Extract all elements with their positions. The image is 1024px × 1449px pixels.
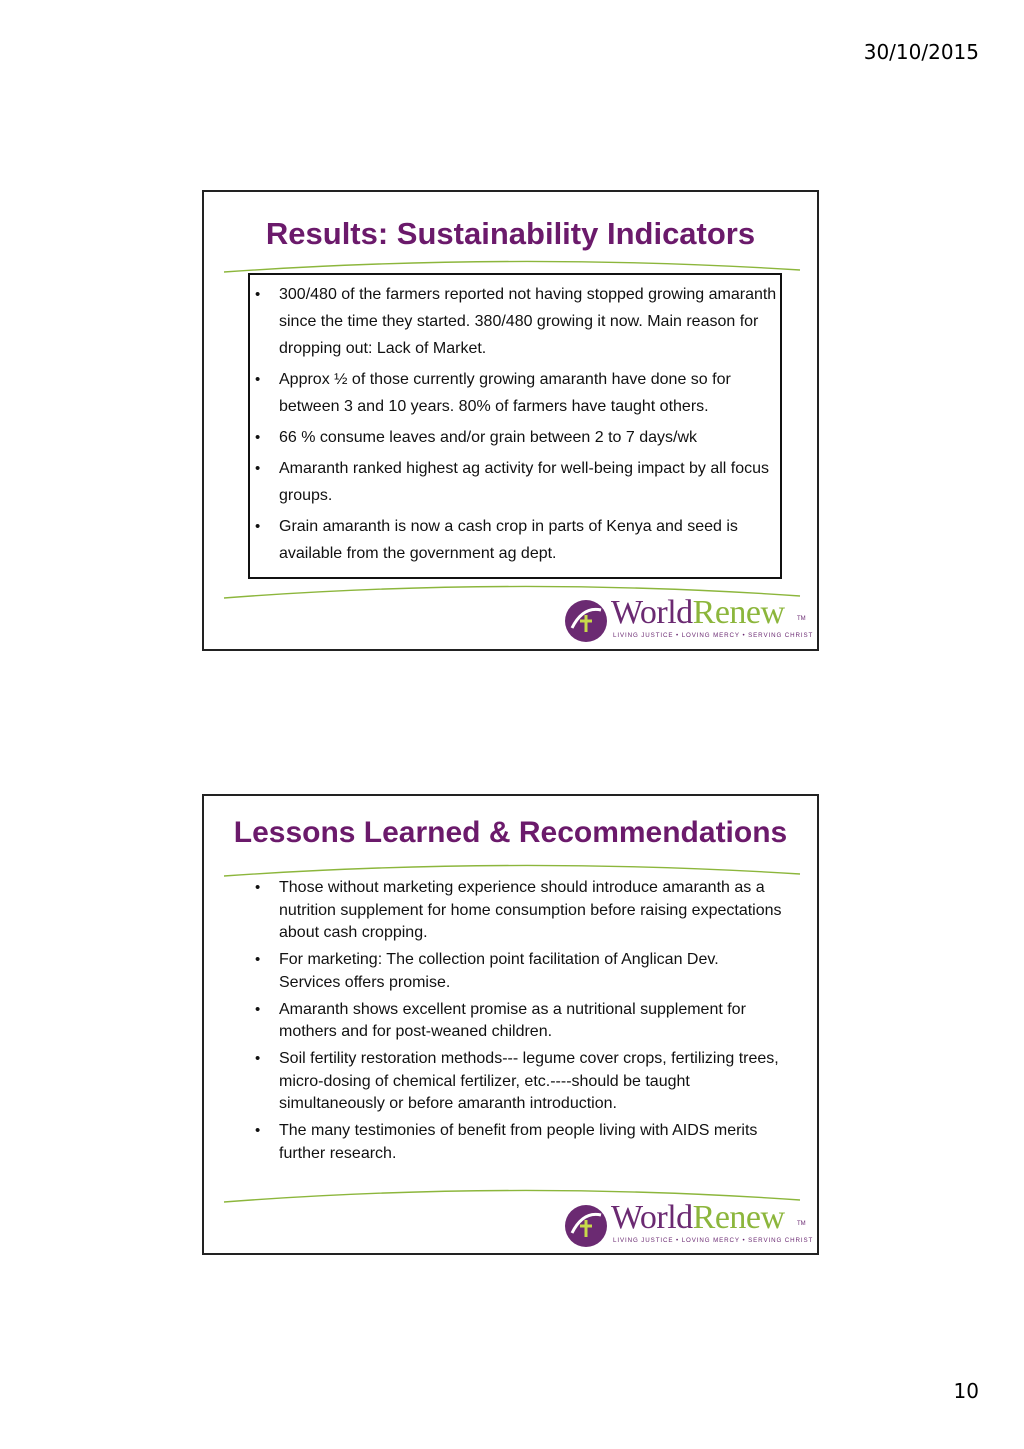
list-item: • Soil fertility restoration methods--- legume cover crops, fertilizing trees, micro-dosing of chemical fertilizer, etc.----should be taught simultaneously or before amaranth introduction. [255, 1050, 779, 1112]
list-item: • Amaranth ranked highest ag activity for well-being impact by all focus groups. [252, 455, 782, 509]
logo-tagline: LIVING JUSTICE • LOVING MERCY • SERVING CHRIST [613, 1237, 814, 1244]
bullet-icon: • [255, 286, 261, 303]
list-item: • The many testimonies of benefit from people living with AIDS merits further research. [255, 1122, 758, 1162]
page-number: 10 [953, 1379, 979, 1403]
list-item: • For marketing: The collection point facilitation of Anglican Dev. Services offers promise. [255, 951, 719, 991]
list-item: • 66 % consume leaves and/or grain between 2 to 7 days/wk [252, 424, 782, 451]
list-item: • Those without marketing experience should introduce amaranth as a nutrition supplement for home consumption before raising expectations about cash cropping. [255, 879, 782, 941]
bullet-icon: • [255, 1050, 261, 1067]
page-date: 30/10/2015 [863, 40, 979, 64]
logo-tagline: LIVING JUSTICE • LOVING MERCY • SERVING CHRIST [613, 632, 814, 639]
bullet-icon: • [255, 460, 261, 477]
slide-lessons-learned [202, 794, 819, 1255]
logo-wordmark: WorldRenew [611, 1199, 785, 1236]
bullet-list [252, 877, 782, 1170]
slide-title: Lessons Learned & Recommendations [233, 816, 788, 849]
bullet-icon: • [255, 371, 261, 388]
cross-swirl-icon [563, 598, 609, 644]
bullet-icon: • [255, 1122, 261, 1139]
trademark-mark: TM [797, 1221, 806, 1227]
logo-wordmark: WorldRenew [611, 594, 785, 631]
bullet-icon: • [255, 518, 261, 535]
list-item: • Grain amaranth is now a cash crop in parts of Kenya and seed is available from the government ag dept. [252, 513, 782, 567]
bullet-icon: • [255, 879, 261, 896]
trademark-mark: TM [797, 616, 806, 622]
slide-title: Results: Sustainability Indicators [265, 216, 756, 251]
bullet-icon: • [255, 951, 261, 968]
cross-swirl-icon [563, 1203, 609, 1249]
worldrenew-logo [563, 594, 814, 648]
list-item: • 300/480 of the farmers reported not having stopped growing amaranth since the time they started. 380/480 growing it now. Main reason for dropping out: Lack of Market. [252, 281, 782, 362]
slide-sustainability-indicators [202, 190, 819, 651]
worldrenew-logo [563, 1199, 814, 1253]
bullet-icon: • [255, 1000, 261, 1018]
list-item: • Approx ½ of those currently growing amaranth have done so for between 3 and 10 years. 80% of farmers have taught others. [252, 366, 782, 420]
list-item: • Amaranth shows excellent promise as a nutritional supplement for mothers and for post-weaned children. [255, 1000, 746, 1040]
bullet-icon: • [255, 429, 261, 446]
bullet-list [252, 281, 782, 571]
